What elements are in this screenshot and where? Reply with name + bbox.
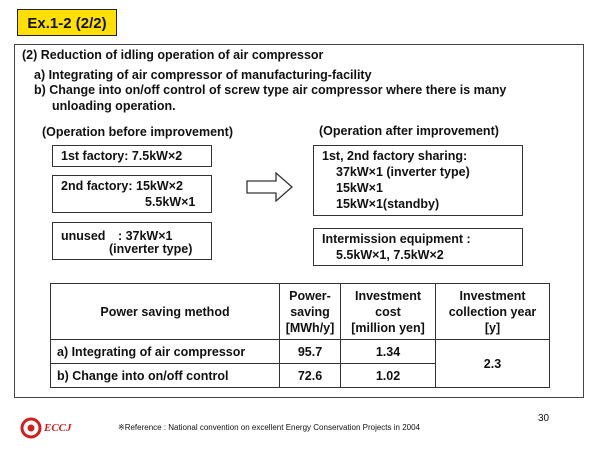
row-b-cost: 1.02 <box>341 364 436 388</box>
item-b: b) Change into on/off control of screw type air compressor where there is many <box>34 83 507 97</box>
row-b-method: b) Change into on/off control <box>51 364 280 388</box>
row-a-saving: 95.7 <box>280 340 341 364</box>
header-year-line2: collection year <box>448 304 537 319</box>
header-year-line3: [y] <box>484 320 501 335</box>
after-box-sharing-line3: 15kW×1 <box>336 181 383 195</box>
header-saving-line3: [MWh/y] <box>285 320 335 335</box>
eccj-logo-icon <box>19 416 43 440</box>
before-box-unused-line1: unused : 37kW×1 <box>61 229 173 243</box>
row-b-saving: 72.6 <box>280 364 341 388</box>
before-box-unused <box>52 222 212 260</box>
row-a-cost: 1.34 <box>341 340 436 364</box>
before-heading: (Operation before improvement) <box>42 125 233 139</box>
collection-year-cell: 2.3 <box>436 340 550 388</box>
page-number: 30 <box>538 413 550 424</box>
item-b-continued: unloading operation. <box>52 99 176 113</box>
header-cost-line2: cost <box>375 304 401 319</box>
table-row <box>51 340 550 364</box>
after-box-sharing-line2: 37kW×1 (inverter type) <box>336 165 470 179</box>
after-box-intermission-line2: 5.5kW×1, 7.5kW×2 <box>336 248 444 262</box>
after-box-intermission <box>313 228 523 266</box>
reference-note: ※Reference : National convention on excellent Energy Conservation Projects in 2004 <box>118 423 420 432</box>
table-header-row <box>51 284 550 340</box>
eccj-logo-text: ECCJ <box>44 422 72 434</box>
header-cost-line1: Investment <box>355 288 421 303</box>
header-year-line1: Investment <box>459 288 526 303</box>
row-a-method: a) Integrating of air compressor <box>51 340 280 364</box>
before-box-1st-text: 1st factory: 7.5kW×2 <box>61 149 183 163</box>
item-a: a) Integrating of air compressor of manufacturing-facility <box>34 68 372 82</box>
after-box-intermission-line1: Intermission equipment : <box>322 232 471 246</box>
header-cost-line3: [million yen] <box>351 320 425 335</box>
after-box-sharing-line4: 15kW×1(standby) <box>336 197 440 211</box>
power-saving-table <box>50 283 550 388</box>
before-box-2nd-line1: 2nd factory: 15kW×2 <box>61 179 183 193</box>
header-saving-line1: Power- <box>289 288 331 303</box>
after-heading: (Operation after improvement) <box>319 124 499 138</box>
before-box-1st-factory <box>52 145 212 167</box>
header-saving-line2: saving <box>290 304 330 319</box>
before-box-2nd-factory <box>52 175 212 213</box>
header-method: Power saving method <box>51 284 280 340</box>
section-heading: (2) Reduction of idling operation of air compressor <box>22 48 324 62</box>
after-box-sharing-line1: 1st, 2nd factory sharing: <box>322 149 468 163</box>
header-cost <box>341 284 436 340</box>
header-saving <box>280 284 341 340</box>
slide-title: Ex.1-2 (2/2) <box>17 9 117 36</box>
after-box-sharing <box>313 145 523 216</box>
right-arrow-icon <box>246 172 294 202</box>
before-box-unused-line2: (inverter type) <box>109 242 193 256</box>
header-year <box>436 284 550 340</box>
before-box-2nd-line2: 5.5kW×1 <box>145 195 196 209</box>
